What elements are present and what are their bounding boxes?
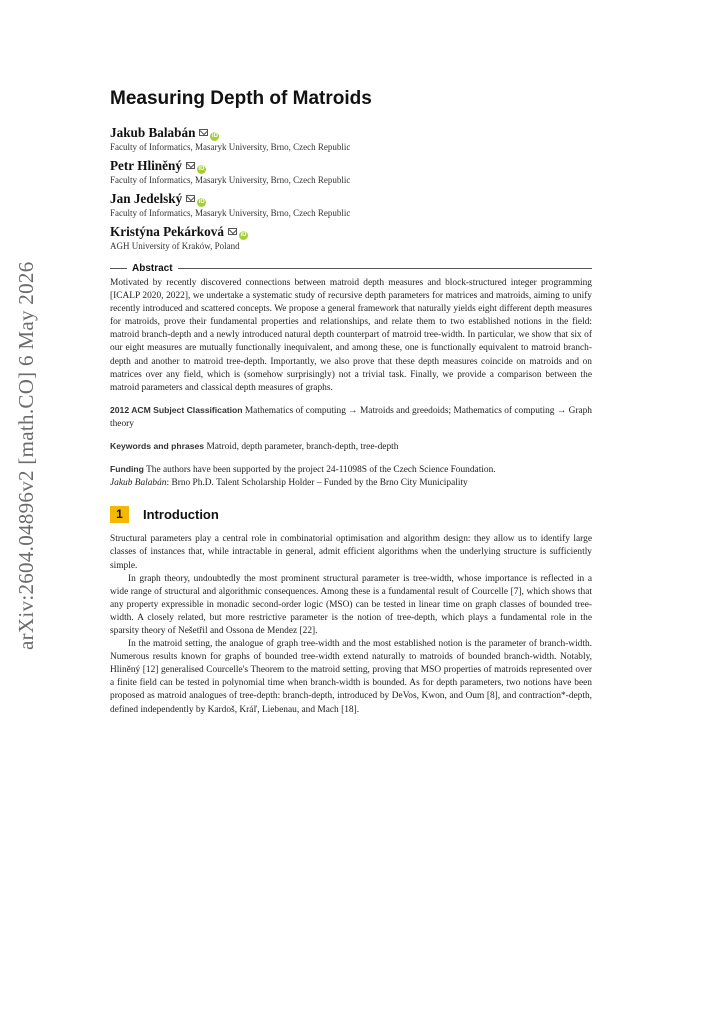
keywords-label: Keywords and phrases: [110, 441, 205, 452]
orcid-icon[interactable]: iD: [240, 232, 247, 238]
author-block: [110, 155, 592, 185]
keywords-text: Matroid, depth parameter, branch-depth, tree-depth: [206, 442, 399, 453]
author-block: [110, 221, 592, 251]
paper-title: Measuring Depth of Matroids: [110, 88, 372, 109]
section-title: Introduction: [143, 507, 219, 523]
introduction-body: [110, 533, 592, 716]
arxiv-stamp: arXiv:2604.04896v2 [math.CO] 6 May 2026: [14, 261, 38, 650]
mail-icon[interactable]: [186, 162, 195, 169]
orcid-icon[interactable]: iD: [211, 133, 218, 139]
acm-label: 2012 ACM Subject Classification: [110, 404, 243, 415]
author-affiliation: Faculty of Informatics, Masaryk University, Brno, Czech Republic: [110, 208, 351, 218]
mail-icon[interactable]: [228, 228, 237, 235]
funding-text: The authors have been supported by the project 24-11098S of the Czech Science Foundation.: [146, 465, 496, 476]
author-affiliation: Faculty of Informatics, Masaryk University, Brno, Czech Republic: [110, 142, 351, 152]
abstract-label: Abstract: [132, 263, 173, 274]
mail-icon[interactable]: [199, 129, 208, 136]
funding-label: Funding: [110, 464, 144, 475]
acm-text: Mathematics of computing → Matroids and greedoids; Mathematics of computing → Graph theory: [110, 405, 592, 429]
paper-content: [110, 88, 592, 717]
author-block: [110, 188, 592, 218]
funding: [110, 463, 592, 490]
abstract-rule-right: [178, 268, 592, 269]
author-name: Petr Hliněný: [110, 158, 182, 173]
keywords: [110, 440, 592, 454]
acm-classification: [110, 404, 592, 431]
paragraph: In the matroid setting, the analogue of graph tree-width and the most established notion is the parameter of branch-width. Numerous results known for graphs of bounded tree-width extend naturally to matroids of bounded branch-width. Notably, Hliněný [12] generalised Courcelle's Theorem to the matroid setting, proving that MSO properties of matroids represented over a finite field can be tested in polynomial time when branch-width is bounded. As for depth parameters, two notions have been proposed as matroid analogues of tree-depth: branch-depth, introduced by DeVos, Kwon, and Oum [8], and contraction*-depth, defined independently by Kardoš, Kráľ, Liebenau, and Mach [18].: [110, 639, 592, 715]
author-affiliation: Faculty of Informatics, Masaryk University, Brno, Czech Republic: [110, 175, 351, 185]
abstract-heading: [110, 263, 592, 274]
paragraph: In graph theory, undoubtedly the most prominent structural parameter is tree-width, whose importance is reflected in a wide range of structural and algorithmic consequences. Among these is a fundamental result of Courcelle [7], which shows that any property expressible in monadic second-order logic (MSO) can be tested in linear time on graph classes of bounded tree-width. A closely related, but more restrictive parameter is the notion of tree-depth, which plays a fundamental role in the sparsity theory of Nešetřil and Ossona de Mendez [22].: [110, 573, 592, 636]
paragraph: Structural parameters play a central role in combinatorial optimisation and algorithm design: they allow us to identify large classes of instances that, while intractable in general, admit efficient algorithms when the underlying structure is sufficiently simple.: [110, 534, 592, 571]
abstract-rule-left: [110, 268, 127, 269]
abstract-text: Motivated by recently discovered connections between matroid depth measures and block-structured integer programming [ICALP 2020, 2022], we undertake a systematic study of recursive depth parameters for matrices and matroids, aiming to unify recently introduced and scattered concepts. We propose a general framework that naturally yields eight different depth measures for matroids, prove their fundamental properties and relationships, and relate them to two established notions in the field: matroid branch-depth and a newly introduced natural depth counterpart of matroid tree-width. In particular, we show that six of our eight measures are mutually functionally inequivalent, and among these, one is functionally equivalent to matroid branch-depth and another to matroid tree-depth. Importantly, we also prove that these depth measures coincide on matroids and on matrices over any field, which is (somehow surprisingly) not a trivial task. Finally, we provide a comparison between the matroid parameters and classical depth measures of graphs.: [110, 278, 592, 393]
author-name: Jakub Balabán: [110, 125, 196, 140]
author-name: Kristýna Pekárková: [110, 224, 224, 239]
section-number: 1: [110, 506, 129, 523]
section-heading: [110, 506, 592, 523]
funding-text-2: : Brno Ph.D. Talent Scholarship Holder – Funded by the Brno City Municipality: [166, 478, 468, 489]
orcid-icon[interactable]: iD: [198, 199, 205, 205]
orcid-icon[interactable]: iD: [198, 166, 205, 172]
author-affiliation: AGH University of Kraków, Poland: [110, 241, 240, 251]
author-name: Jan Jedelský: [110, 191, 183, 206]
mail-icon[interactable]: [186, 195, 195, 202]
author-block: [110, 122, 592, 152]
funding-name: Jakub Balabán: [110, 478, 167, 489]
